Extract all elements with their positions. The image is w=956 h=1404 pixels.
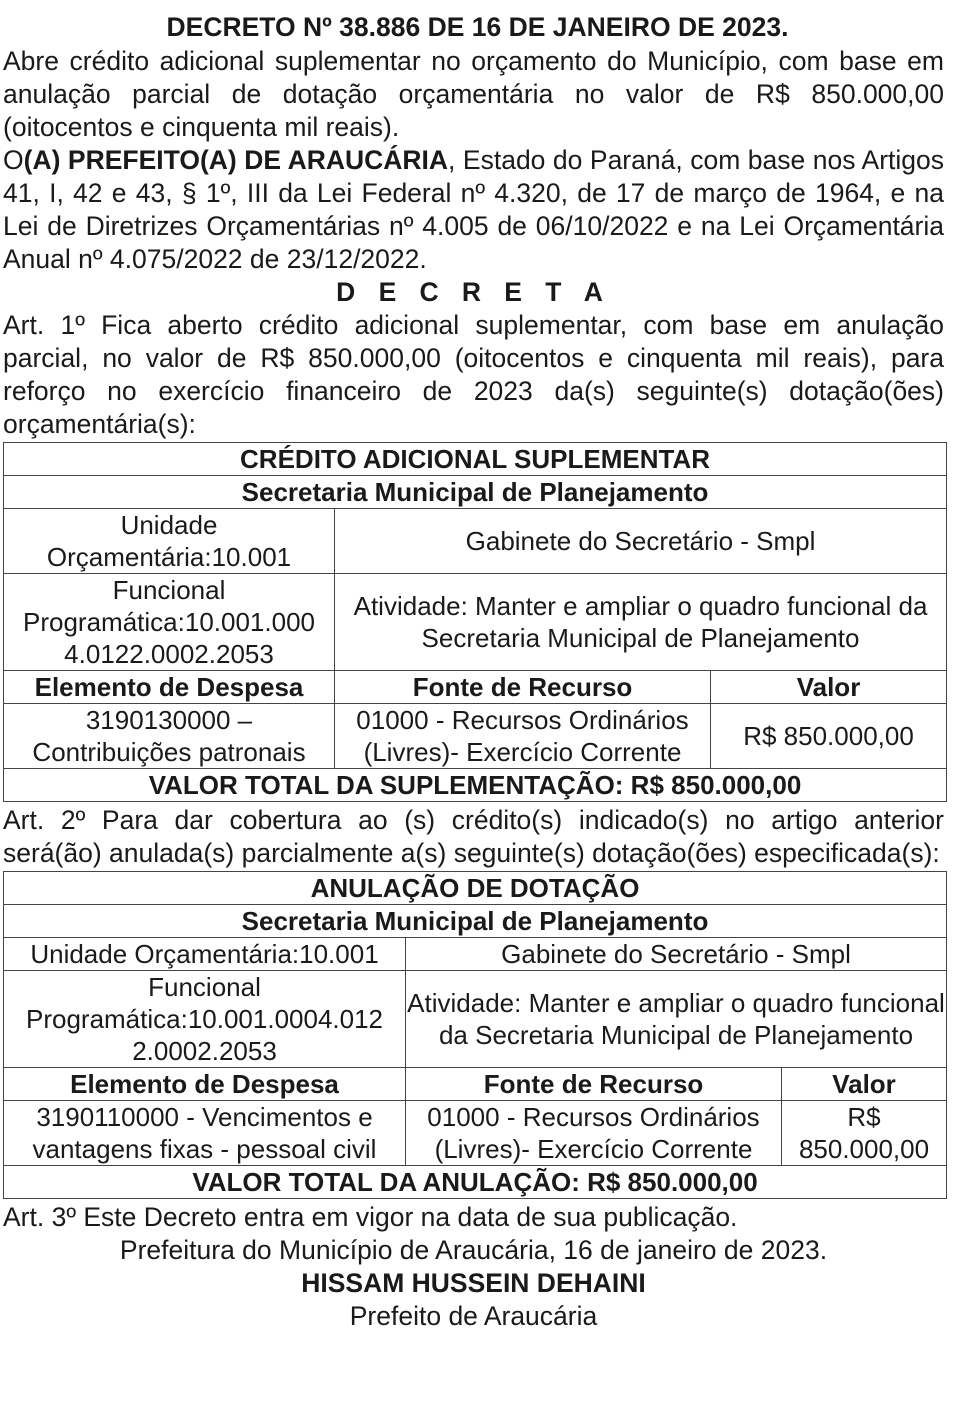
annulment-table (3, 871, 947, 1199)
table-row (4, 476, 947, 509)
credit-unidade-label: Unidade Orçamentária:10.001 (4, 509, 335, 574)
credit-funcional-value: Atividade: Manter e ampliar o quadro funcional da Secretaria Municipal de Planejamento (335, 574, 947, 671)
preamble-text: , Estado do Paraná, com base nos Artigos 41, I, 42 e 43, § 1º, III da Lei Federal nº 4.320, de 17 de março de 1964, e na Lei de Diretrizes Orçamentárias nº 4.005 de 06/10/2022 e na Lei Orçamentária Anual nº 4.075/2022 de 23/12/2022. (3, 145, 944, 274)
credit-table-secretaria: Secretaria Municipal de Planejamento (4, 476, 947, 509)
annulment-row-elemento: 3190110000 - Vencimentos e vantagens fixas - pessoal civil (4, 1101, 406, 1166)
annulment-unidade-label: Unidade Orçamentária:10.001 (4, 938, 406, 971)
annulment-row-fonte: 01000 - Recursos Ordinários (Livres)- Exercício Corrente (406, 1101, 782, 1166)
credit-table (3, 442, 947, 802)
annulment-col-fonte: Fonte de Recurso (406, 1068, 782, 1101)
signature-place-date: Prefeitura do Município de Araucária, 16 de janeiro de 2023. (119, 1235, 828, 1265)
credit-row-valor: R$ 850.000,00 (711, 704, 947, 769)
annulment-total: VALOR TOTAL DA ANULAÇÃO: R$ 850.000,00 (4, 1166, 947, 1199)
credit-table-heading: CRÉDITO ADICIONAL SUPLEMENTAR (4, 443, 947, 476)
annulment-table-secretaria: Secretaria Municipal de Planejamento (4, 905, 947, 938)
preamble-prefix: O (3, 145, 24, 175)
signature-role: Prefeito de Araucária (349, 1301, 598, 1331)
table-row (4, 704, 947, 769)
table-row (4, 1166, 947, 1199)
annulment-funcional-label: Funcional Programática:10.001.0004.012 2.0002.2053 (4, 971, 406, 1068)
credit-unidade-value: Gabinete do Secretário - Smpl (335, 509, 947, 574)
credit-col-elemento: Elemento de Despesa (4, 671, 335, 704)
table-row (4, 443, 947, 476)
table-row (4, 574, 947, 671)
annulment-unidade-value: Gabinete do Secretário - Smpl (406, 938, 947, 971)
article-1: Art. 1º Fica aberto crédito adicional suplementar, com base em anulação parcial, no valor de R$ 850.000,00 (oitocentos e cinquenta mil reais), para reforço no exercício financeiro de 2023 da(s) seguinte(s) dotação(ões) orçamentária(s): (3, 310, 944, 439)
preamble-authority: (A) PREFEITO(A) DE ARAUCÁRIA (23, 145, 449, 175)
table-row (4, 1101, 947, 1166)
table-row (4, 1068, 947, 1101)
credit-col-fonte: Fonte de Recurso (335, 671, 711, 704)
decree-preamble (3, 144, 944, 276)
article-3: Art. 3º Este Decreto entra em vigor na data de sua publicação. (3, 1202, 738, 1232)
credit-total: VALOR TOTAL DA SUPLEMENTAÇÃO: R$ 850.000,00 (4, 769, 947, 802)
annulment-row-valor: R$ 850.000,00 (782, 1101, 947, 1166)
article-2: Art. 2º Para dar cobertura ao (s) crédito(s) indicado(s) no artigo anterior será(ão) anulada(s) parcialmente a(s) seguinte(s) dotação(ões) especificada(s): (3, 805, 944, 868)
annulment-col-elemento: Elemento de Despesa (4, 1068, 406, 1101)
annulment-table-heading: ANULAÇÃO DE DOTAÇÃO (4, 872, 947, 905)
credit-col-valor: Valor (711, 671, 947, 704)
table-row (4, 971, 947, 1068)
annulment-col-valor: Valor (782, 1068, 947, 1101)
table-row (4, 509, 947, 574)
annulment-funcional-value: Atividade: Manter e ampliar o quadro funcional da Secretaria Municipal de Planejamento (406, 971, 947, 1068)
credit-row-elemento: 3190130000 – Contribuições patronais (4, 704, 335, 769)
signature-name: HISSAM HUSSEIN DEHAINI (301, 1268, 646, 1298)
decree-title: DECRETO Nº 38.886 DE 16 DE JANEIRO DE 2023. (166, 12, 789, 42)
table-row (4, 769, 947, 802)
credit-row-fonte: 01000 - Recursos Ordinários (Livres)- Exercício Corrente (335, 704, 711, 769)
table-row (4, 872, 947, 905)
credit-funcional-label: Funcional Programática:10.001.000 4.0122.0002.2053 (4, 574, 335, 671)
decree-ementa: Abre crédito adicional suplementar no orçamento do Município, com base em anulação parcial de dotação orçamentária no valor de R$ 850.000,00 (oitocentos e cinquenta mil reais). (3, 46, 944, 142)
decreta-heading: D E C R E T A (336, 277, 611, 307)
table-row (4, 905, 947, 938)
table-row (4, 938, 947, 971)
table-row (4, 671, 947, 704)
